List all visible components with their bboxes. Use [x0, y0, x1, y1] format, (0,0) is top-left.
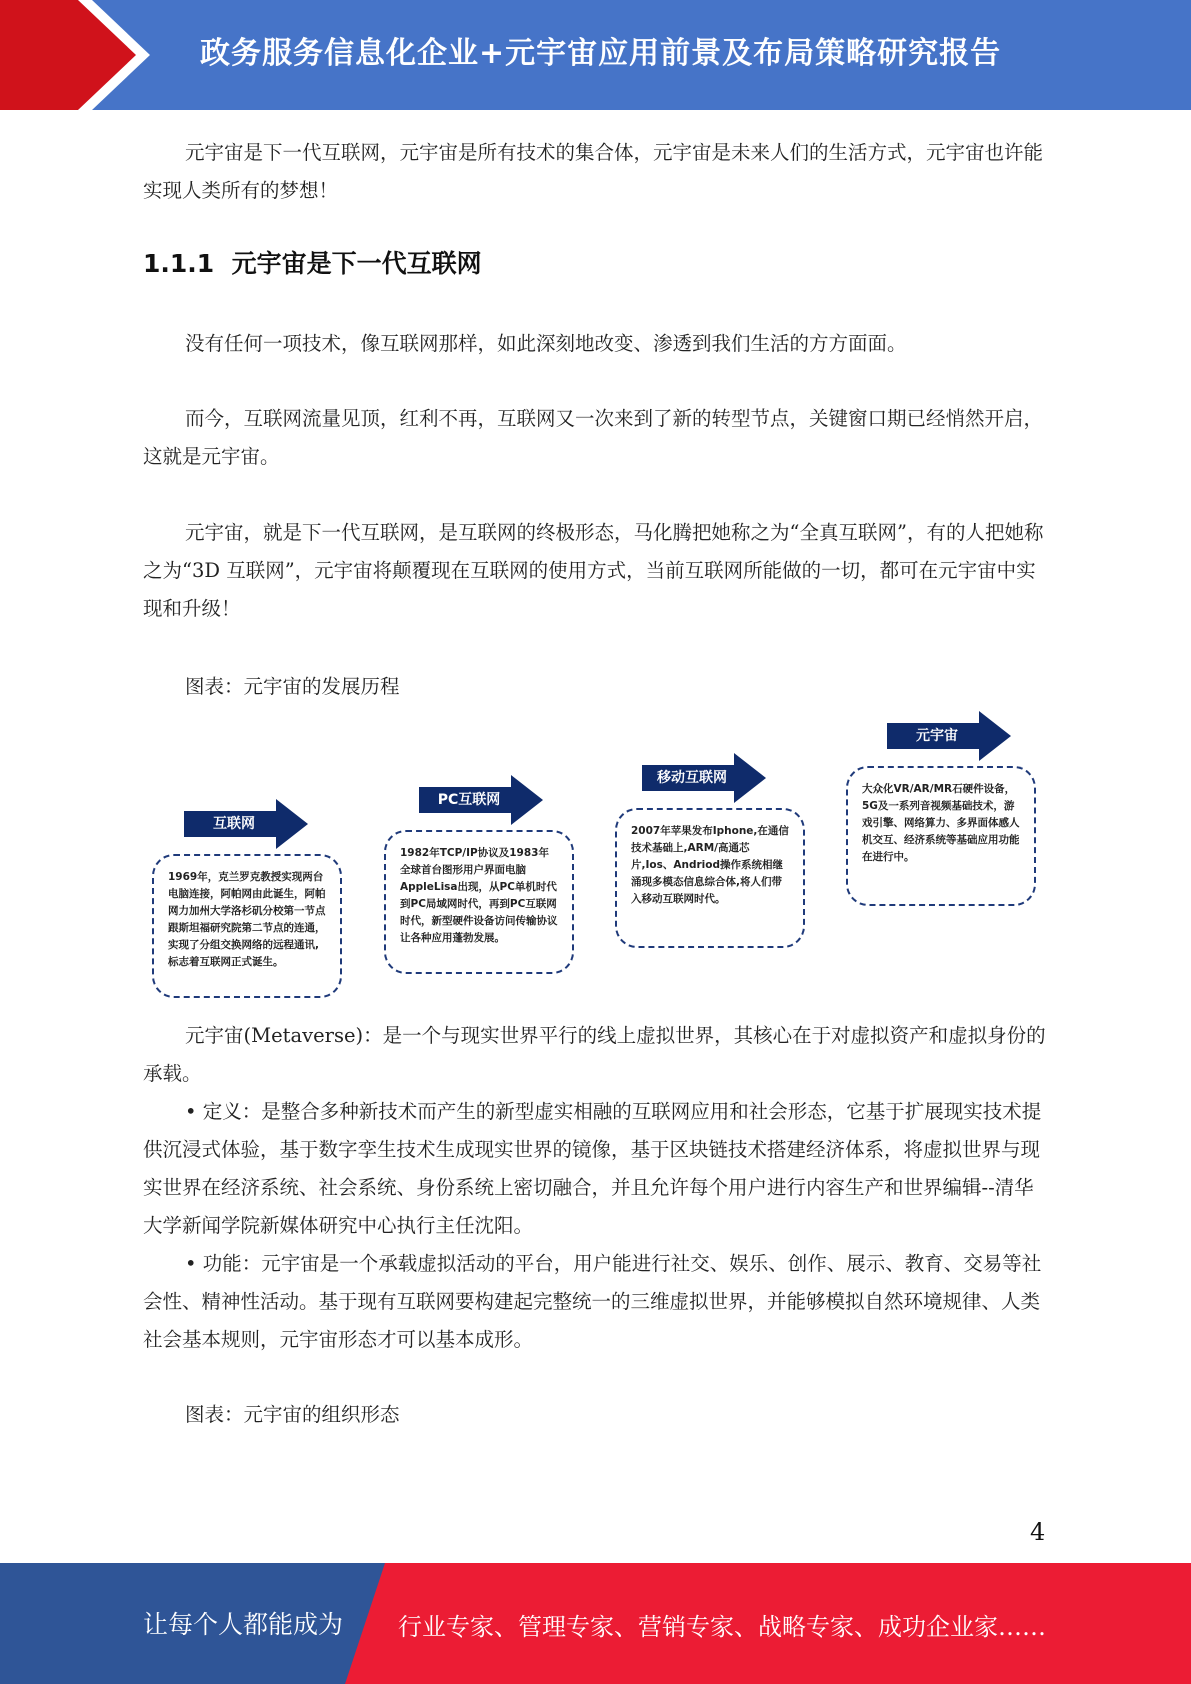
section-heading [143, 244, 482, 280]
stage-arrow-pc-internet [419, 775, 543, 825]
stage-label: 元宇宙 [916, 728, 958, 744]
figure1-caption: 图表：元宇宙的发展历程 [185, 675, 400, 698]
stage-label: 移动互联网 [657, 770, 727, 786]
stage-label: PC互联网 [437, 792, 501, 808]
header-red-arrow-shape [0, 0, 160, 110]
stage-box-internet: 1969年，克兰罗克教授实现两台电脑连接，阿帕网由此诞生，阿帕网力加州大学洛杉矶分校第一节点跟斯坦福研究院第二节点的连通，实现了分组交换网络的远程通讯,标志着互联网正式诞生。 [152, 854, 342, 998]
development-timeline-figure [140, 706, 1040, 996]
section-title: 元宇宙是下一代互联网 [231, 249, 482, 278]
page-footer [0, 1563, 1191, 1684]
stage-arrow-mobile-internet [642, 753, 766, 803]
paragraph-3: 元宇宙，就是下一代互联网，是互联网的终极形态，马化腾把她称之为“全真互联网”，有的人把她称之为“3D 互联网”，元宇宙将颠覆现在互联网的使用方式，当前互联网所能做的一切，都可在元宇宙中实现和升级！ [143, 521, 1044, 620]
paragraph-2: 而今，互联网流量见顶，红利不再，互联网又一次来到了新的转型节点，关键窗口期已经悄然开启，这就是元宇宙。 [143, 407, 1044, 468]
stage-arrow-internet [184, 799, 308, 849]
definition-bullet: • 定义：是整合多种新技术而产生的新型虚实相融的互联网应用和社会形态，它基于扩展现实技术提供沉浸式体验，基于数字孪生技术生成现实世界的镜像，基于区块链技术搭建经济体系，将虚拟世界与现实世界在经济系统、社会系统、身份系统上密切融合，并且允许每个用户进行内容生产和世界编辑--清华大学新闻学院新媒体研究中心执行主任沈阳。 [143, 1100, 1042, 1237]
stage-label: 互联网 [213, 816, 255, 832]
intro-paragraph: 元宇宙是下一代互联网，元宇宙是所有技术的集合体，元宇宙是未来人们的生活方式，元宇宙也许能实现人类所有的梦想！ [143, 141, 1044, 202]
figure2-caption: 图表：元宇宙的组织形态 [185, 1403, 400, 1426]
function-bullet: • 功能：元宇宙是一个承载虚拟活动的平台，用户能进行社交、娱乐、创作、展示、教育、交易等社会性、精神性活动。基于现有互联网要构建起完整统一的三维虚拟世界，并能够模拟自然环境规律、人类社会基本规则，元宇宙形态才可以基本成形。 [143, 1252, 1042, 1351]
footer-slogan-left: 让每个人都能成为 [143, 1610, 344, 1639]
stage-box-mobile-internet: 2007年苹果发布Iphone,在通信技术基础上,ARM/高通芯片,Ios、Andriod操作系统相继涌现多模态信息综合体,将人们带入移动互联网时代。 [615, 808, 805, 948]
paragraph-1: 没有任何一项技术，像互联网那样，如此深刻地改变、渗透到我们生活的方方面面。 [185, 332, 907, 355]
report-title: 政务服务信息化企业+元宇宙应用前景及布局策略研究报告 [200, 36, 1002, 71]
footer-slogan-right: 行业专家、管理专家、营销专家、战略专家、成功企业家…… [398, 1613, 1046, 1641]
page-number: 4 [1030, 1518, 1046, 1546]
metaverse-definition-intro: 元宇宙(Metaverse)：是一个与现实世界平行的线上虚拟世界，其核心在于对虚拟资产和虚拟身份的承载。 [143, 1024, 1046, 1085]
stage-arrow-metaverse [887, 711, 1011, 761]
stage-box-pc-internet: 1982年TCP/IP协议及1983年全球首台图形用户界面电脑AppleLisa出现，从PC单机时代到PC局域网时代，再到PC互联网时代，新型硬件设备访问传输协议让各种应用蓬勃发展。 [384, 830, 574, 974]
section-number: 1.1.1 [143, 249, 215, 278]
stage-box-metaverse: 大众化VR/AR/MR石硬件设备，5G及一系列音视频基础技术，游戏引擎、网络算力、多界面体感人机交互、经济系统等基础应用功能在进行中。 [846, 766, 1036, 906]
page-header [0, 0, 1191, 110]
